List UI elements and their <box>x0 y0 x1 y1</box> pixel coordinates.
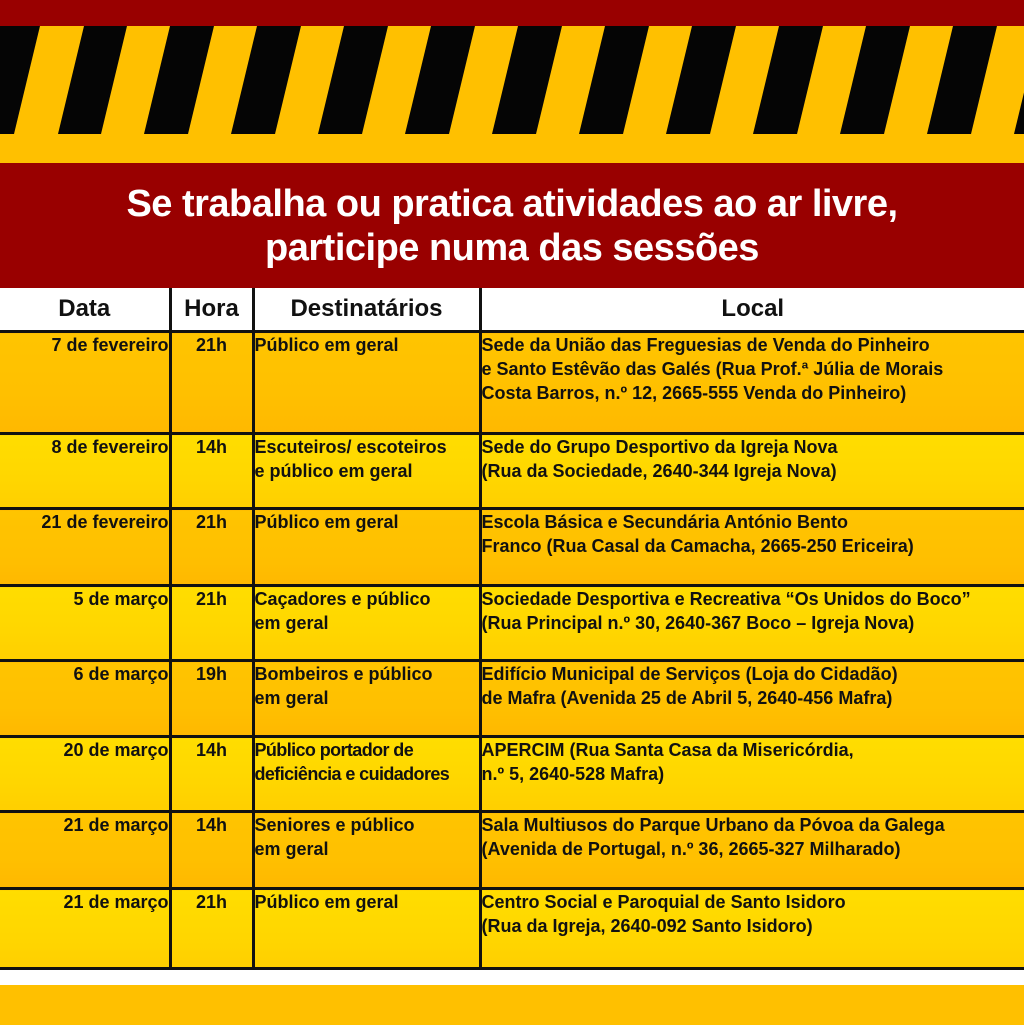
local-line: Costa Barros, n.º 12, 2665-555 Venda do Pinheiro) <box>481 383 907 403</box>
local-line: Escola Básica e Secundária António Bento <box>481 512 848 532</box>
local-line: Centro Social e Paroquial de Santo Isidoro <box>481 892 846 912</box>
cell-target <box>253 812 480 889</box>
table-row <box>0 434 1024 509</box>
local-line: (Rua da Igreja, 2640-092 Santo Isidoro) <box>481 916 813 936</box>
table-row <box>0 586 1024 661</box>
hazard-stripes-icon <box>0 26 1024 134</box>
local-line: (Rua da Sociedade, 2640-344 Igreja Nova) <box>481 461 837 481</box>
table-row <box>0 332 1024 434</box>
cell-target <box>253 586 480 661</box>
local-line: Franco (Rua Casal da Camacha, 2665-250 Ericeira) <box>481 536 914 556</box>
cell-target <box>253 661 480 737</box>
cell-date: 7 de fevereiro <box>0 332 170 434</box>
table-header-row <box>0 288 1024 332</box>
cell-date: 21 de março <box>0 889 170 969</box>
local-line: Sala Multiusos do Parque Urbano da Póvoa da Galega <box>481 815 945 835</box>
table-row <box>0 812 1024 889</box>
cell-local <box>480 889 1024 969</box>
sessions-table <box>0 288 1024 970</box>
header-target: Destinatários <box>253 288 480 332</box>
cell-local <box>480 332 1024 434</box>
cell-target <box>253 434 480 509</box>
header-local: Local <box>480 288 1024 332</box>
cell-hour: 14h <box>170 434 253 509</box>
cell-local <box>480 509 1024 586</box>
cell-date: 21 de fevereiro <box>0 509 170 586</box>
cell-date: 8 de fevereiro <box>0 434 170 509</box>
table-row <box>0 737 1024 812</box>
target-line: e público em geral <box>254 461 413 481</box>
local-line: de Mafra (Avenida 25 de Abril 5, 2640-456 Mafra) <box>481 688 893 708</box>
cell-date: 5 de março <box>0 586 170 661</box>
cell-target <box>253 889 480 969</box>
title-line-1: Se trabalha ou pratica atividades ao ar livre, <box>126 182 898 225</box>
title-line-2: participe numa das sessões <box>265 226 759 269</box>
cell-hour: 21h <box>170 586 253 661</box>
local-line: APERCIM (Rua Santa Casa da Misericórdia, <box>481 740 854 760</box>
bottom-yellow-band <box>0 985 1024 1025</box>
local-line: Sociedade Desportiva e Recreativa “Os Unidos do Boco” <box>481 589 971 609</box>
top-red-bar <box>0 0 1024 26</box>
cell-local <box>480 661 1024 737</box>
target-line: Público em geral <box>254 892 399 912</box>
table-row <box>0 889 1024 969</box>
local-line: (Rua Principal n.º 30, 2640-367 Boco – Igreja Nova) <box>481 613 915 633</box>
target-line: Bombeiros e público <box>254 664 433 684</box>
target-line: Público em geral <box>254 335 399 355</box>
table-row <box>0 509 1024 586</box>
cell-target <box>253 509 480 586</box>
header-date: Data <box>0 288 170 332</box>
local-line: Sede da União das Freguesias de Venda do Pinheiro <box>481 335 930 355</box>
local-line: Edifício Municipal de Serviços (Loja do Cidadão) <box>481 664 898 684</box>
local-line: Sede do Grupo Desportivo da Igreja Nova <box>481 437 838 457</box>
local-line: e Santo Estêvão das Galés (Rua Prof.ª Júlia de Morais <box>481 359 944 379</box>
cell-local <box>480 812 1024 889</box>
cell-date: 20 de março <box>0 737 170 812</box>
target-line: Público em geral <box>254 512 399 532</box>
cell-local <box>480 737 1024 812</box>
target-line: Seniores e público <box>254 815 415 835</box>
cell-date: 6 de março <box>0 661 170 737</box>
target-line: deficiência e cuidadores <box>254 764 450 784</box>
cell-target <box>253 332 480 434</box>
white-gap <box>0 970 1024 985</box>
cell-hour: 21h <box>170 889 253 969</box>
cell-target <box>253 737 480 812</box>
table-row <box>0 661 1024 737</box>
cell-hour: 14h <box>170 737 253 812</box>
cell-hour: 21h <box>170 332 253 434</box>
cell-local <box>480 586 1024 661</box>
cell-hour: 14h <box>170 812 253 889</box>
page-title <box>126 182 897 270</box>
target-line: Escuteiros/ escoteiros <box>254 437 447 457</box>
cell-date: 21 de março <box>0 812 170 889</box>
target-line: Caçadores e público <box>254 589 431 609</box>
target-line: em geral <box>254 839 329 859</box>
target-line: em geral <box>254 613 329 633</box>
header-hour: Hora <box>170 288 253 332</box>
cell-hour: 19h <box>170 661 253 737</box>
title-banner <box>0 163 1024 288</box>
local-line: n.º 5, 2640-528 Mafra) <box>481 764 665 784</box>
target-line: Público portador de <box>254 740 414 760</box>
cell-hour: 21h <box>170 509 253 586</box>
target-line: em geral <box>254 688 329 708</box>
yellow-band <box>0 134 1024 163</box>
cell-local <box>480 434 1024 509</box>
local-line: (Avenida de Portugal, n.º 36, 2665-327 Milharado) <box>481 839 901 859</box>
